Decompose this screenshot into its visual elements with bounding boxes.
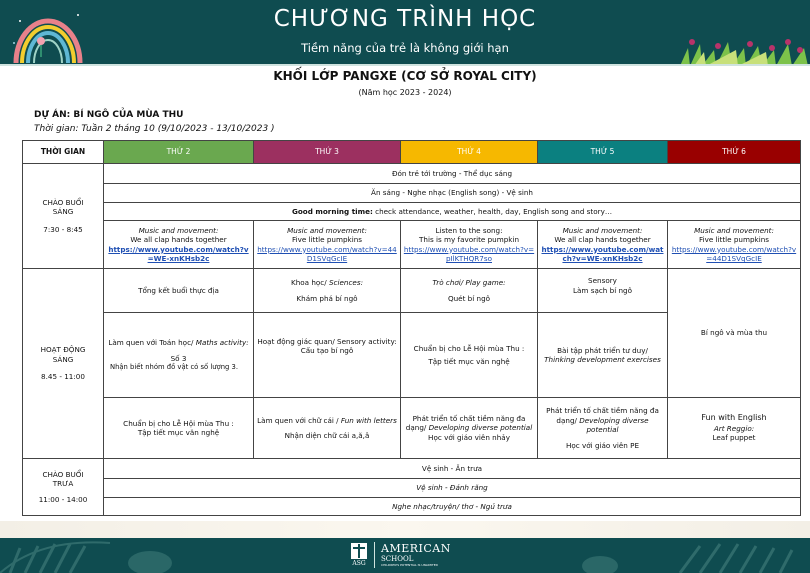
- activity-cell: Tổng kết buổi thực địa: [104, 269, 254, 313]
- noon-time-cell: [23, 459, 104, 516]
- school-year: (Năm học 2023 - 2024): [358, 88, 452, 97]
- song-title: Five little pumpkins: [698, 235, 770, 244]
- activity-cell: [538, 269, 668, 313]
- activity-title: Chuẩn bị cho Lễ Hội mùa Thu :: [123, 418, 234, 428]
- activity-title-en: Play game:: [465, 278, 506, 287]
- footer-decoration: [0, 521, 810, 538]
- music-cell-fri: [668, 221, 801, 269]
- activity-row-3: [23, 398, 801, 459]
- activity-body: Cấu tạo bí ngô: [300, 346, 354, 355]
- music-type: Listen to the song:: [435, 225, 503, 235]
- activity-body: Quét bí ngô: [447, 293, 491, 303]
- common-activity: Đón trẻ tới trường - Thể dục sáng: [104, 164, 801, 184]
- activities-time: 8.45 - 11:00: [41, 372, 85, 382]
- table-row: [23, 203, 801, 221]
- noon-time: 11:00 - 14:00: [38, 494, 88, 504]
- activity-title-en: Thinking development exercises: [544, 355, 661, 364]
- logo-school: SCHOOL: [381, 555, 414, 563]
- noon-label: CHÀO BUỔI TRƯA: [42, 469, 84, 489]
- table-row: [23, 498, 801, 516]
- day-header-thu: THỨ 5: [538, 141, 668, 164]
- activity-cell-fri: Bí ngô và mùa thu: [668, 269, 801, 398]
- activity-body: Nhận biết nhóm đồ vật có số lượng 3.: [110, 363, 238, 372]
- day-header-mon: THỨ 2: [104, 141, 254, 164]
- activity-title-en: Sensory activity:: [337, 336, 397, 346]
- activity-title-en: Sciences:: [328, 278, 363, 287]
- banner-divider: [0, 64, 810, 66]
- music-cell-thu: [538, 221, 668, 269]
- footer-banner: [0, 538, 810, 573]
- class-title: KHỐI LỚP PANGXE (CƠ SỞ ROYAL CITY): [273, 69, 537, 83]
- song-link[interactable]: https://www.youtube.com/watch?v=pIlKTHQR7so: [403, 244, 535, 263]
- activity-cell: [401, 313, 538, 398]
- song-link[interactable]: https://www.youtube.com/watch?v=44D1SVqGcIE: [257, 244, 397, 263]
- activity-title: Phát triển tố chất tiềm năng đa dạng/: [546, 406, 659, 425]
- logo-divider: [374, 542, 375, 568]
- song-title: Five little pumpkins: [291, 235, 363, 244]
- song-link[interactable]: https://www.youtube.com/watch?v=WE-xnKHsb2c: [108, 244, 249, 263]
- activity-title: Bài tập phát triển tư duy/: [557, 345, 648, 355]
- activity-title: Sensory: [588, 276, 617, 285]
- activity-title: Làm quen với chữ cái /: [257, 415, 341, 425]
- activity-body: Leaf puppet: [712, 433, 756, 443]
- morning-time: 7:30 - 8:45: [43, 224, 83, 234]
- logo-initials: ASG: [352, 560, 366, 567]
- activity-cell: [254, 269, 401, 313]
- activity-title: Chuẩn bị cho Lễ Hội mùa Thu :: [413, 343, 525, 353]
- table-row: [23, 459, 801, 479]
- activity-body: Khám phá bí ngô: [296, 293, 358, 303]
- activity-body: Học với giáo viên nhảy: [428, 432, 510, 442]
- music-type: Music and movement:: [138, 225, 219, 235]
- day-header-fri: THỨ 6: [668, 141, 801, 164]
- header-banner: [0, 0, 810, 64]
- project-title: DỰ ÁN: BÍ NGÔ CỦA MÙA THU: [34, 110, 184, 120]
- activity-cell: [401, 269, 538, 313]
- activities-time-cell: [23, 269, 104, 459]
- activity-cell: [538, 398, 668, 459]
- music-row: [23, 221, 801, 269]
- morning-label: CHÀO BUỔI SÁNG: [42, 197, 84, 217]
- activity-topic: Số 3: [170, 353, 187, 363]
- activity-body: Nhận diện chữ cái a,ă,â: [284, 431, 370, 440]
- table-row: [23, 479, 801, 498]
- period-text: Thời gian: Tuần 2 tháng 10 (9/10/2023 - 13/10/2023 ): [34, 124, 275, 134]
- logo-mark-icon: [350, 542, 368, 568]
- activity-title-en: Developing diverse potential: [428, 423, 533, 433]
- school-logo: [350, 540, 451, 570]
- activities-label: HOẠT ĐỘNG SÁNG: [40, 345, 86, 364]
- activity-cell: [104, 398, 254, 459]
- activity-cell: [668, 398, 801, 459]
- table-row: [23, 184, 801, 203]
- logo-tagline: CHILDREN'S POTENTIAL IS UNLIMITED: [381, 563, 438, 567]
- day-header-wed: THỨ 4: [401, 141, 538, 164]
- activity-cell: [538, 313, 668, 398]
- activity-subtitle: Art Reggio:: [713, 423, 755, 433]
- table-row: [23, 164, 801, 184]
- good-morning-text: check attendance, weather, health, day, English song and story…: [372, 206, 613, 216]
- activity-row-1: [23, 269, 801, 313]
- activity-title: Khoa học/: [291, 278, 329, 287]
- music-cell-mon: [104, 221, 254, 269]
- activity-title: Hoạt động giác quan/: [257, 336, 338, 346]
- leaf-decoration-icon: [560, 538, 810, 573]
- leaf-decoration-icon: [0, 538, 200, 573]
- activity-title: Phát triển tố chất tiềm năng đa dạng/: [405, 413, 526, 433]
- good-morning-cell: [104, 203, 801, 221]
- activity-title-en: Maths activity:: [195, 338, 249, 348]
- good-morning-label: Good morning time:: [291, 206, 373, 216]
- activity-title: Trò chơi/: [432, 278, 466, 287]
- schedule-table: [22, 140, 801, 516]
- time-header: THỜI GIAN: [23, 141, 104, 164]
- activity-title: Fun with English: [701, 413, 767, 423]
- noon-activity: Vệ sinh - Ăn trưa: [104, 459, 801, 479]
- song-link[interactable]: https://www.youtube.com/watch?v=44D1SVqGcIE: [671, 244, 797, 263]
- activity-body: Học với giáo viên PE: [565, 440, 639, 450]
- activity-cell: [254, 313, 401, 398]
- noon-activity: Nghe nhạc/truyện/ thơ - Ngủ trưa: [104, 498, 801, 516]
- table-header-row: [23, 141, 801, 164]
- music-cell-tue: [254, 221, 401, 269]
- morning-time-cell: [23, 164, 104, 269]
- song-title: We all clap hands together: [554, 235, 651, 244]
- activity-body: Làm sạch bí ngô: [573, 285, 632, 295]
- activity-title-en: Fun with letters: [340, 415, 397, 425]
- song-title: We all clap hands together: [130, 235, 227, 244]
- music-type: Music and movement:: [694, 225, 774, 235]
- activity-cell: [401, 398, 538, 459]
- activity-cell: [254, 398, 401, 459]
- activity-title: Làm quen với Toán học/: [108, 338, 196, 348]
- day-header-tue: THỨ 3: [254, 141, 401, 164]
- music-type: Music and movement:: [287, 225, 367, 235]
- music-type: Music and movement:: [562, 225, 643, 235]
- activity-body: Tập tiết mục văn nghệ: [137, 428, 220, 437]
- grass-flowers-icon: [670, 38, 810, 66]
- common-activity: Ăn sáng - Nghe nhạc (English song) - Vệ sinh: [104, 184, 801, 203]
- activity-body: Tập tiết mục văn nghệ: [428, 357, 510, 366]
- song-title: This is my favorite pumpkin: [419, 235, 519, 244]
- banner-subtitle: Tiềm năng của trẻ là không giới hạn: [301, 41, 509, 55]
- activity-title-en: Developing diverse potential: [579, 415, 649, 434]
- banner-title: CHƯƠNG TRÌNH HỌC: [273, 6, 537, 32]
- activity-cell: [104, 313, 254, 398]
- song-link[interactable]: https://www.youtube.com/watch?v=WE-xnKHsb2c: [541, 244, 664, 263]
- logo-name: AMERICAN: [381, 542, 451, 555]
- music-cell-wed: [401, 221, 538, 269]
- noon-activity: Vệ sinh - Đánh răng: [104, 479, 801, 498]
